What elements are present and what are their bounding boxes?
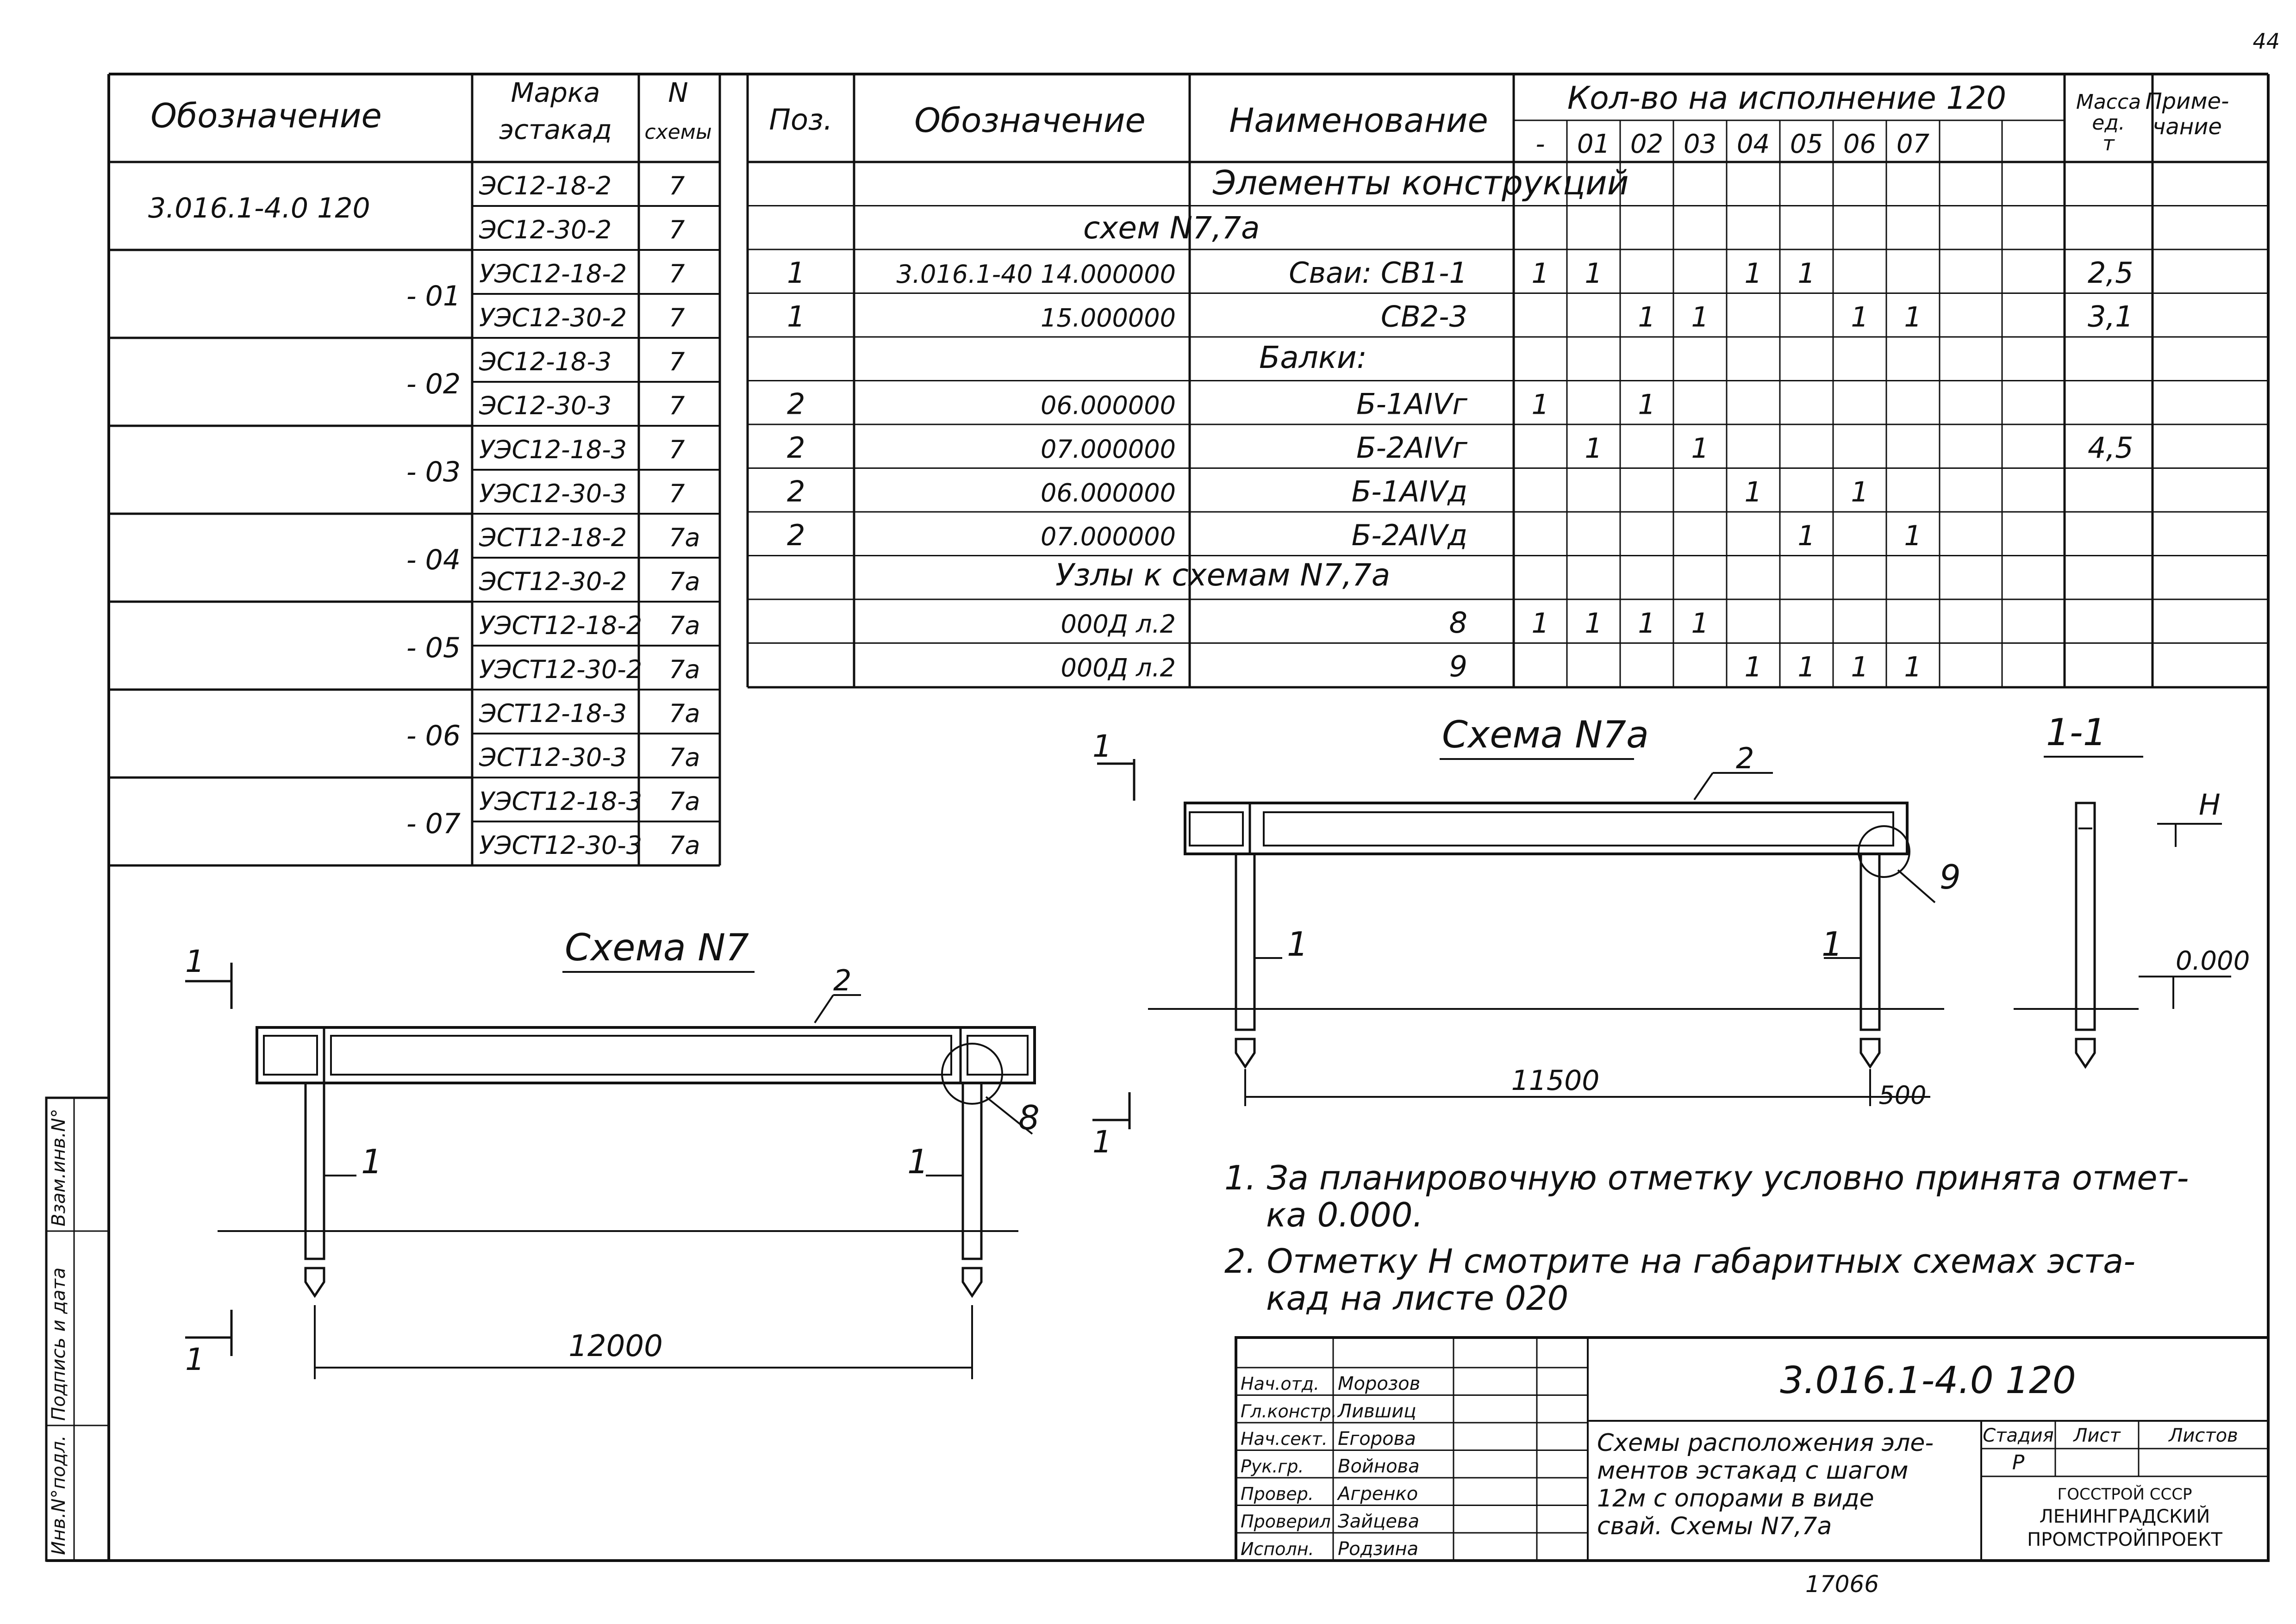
section-1-1-title: 1-1 [2046,711,2107,754]
st-item-qty: 1 [1904,520,1922,552]
st-item-code: 000Д л.2 [1061,610,1176,639]
tb-org-2: ЛЕНИНГРАДСКИЙ [2039,1506,2210,1527]
lt-group-code: - 07 [406,808,461,840]
lt-scheme-cell: 7 [669,479,685,508]
lt-scheme-cell: 7а [669,699,700,728]
lt-header-scheme: N [668,77,688,108]
st-item-qty: 1 [1531,257,1549,290]
scheme-7-node8: 8 [1018,1098,1040,1137]
note-line-1: 1. За планировочную отметку условно принята отмет- [1224,1158,2189,1197]
st-item-code: 15.000000 [1040,303,1176,333]
lt-mark-cell: ЭСТ12-30-2 [479,567,627,596]
lt-group-code: - 01 [406,280,461,312]
st-header-mass3: т [2103,132,2115,156]
scheme-7a-beam-label: 2 [1736,741,1754,775]
section-1-1-drawing [2014,711,2250,1067]
scheme-7a-pile-left: 1 [1287,925,1308,964]
note-line-2: ка 0.000. [1266,1195,1423,1234]
tb-org-3: ПРОМСТРОЙПРОЕКТ [2027,1529,2222,1550]
st-header-pos: Поз. [769,103,833,137]
st-item-pos: 2 [787,518,805,552]
st-section-beams: Балки: [1259,340,1367,375]
st-item-qty: 1 [1797,651,1816,684]
scheme-7-dim-12000: 12000 [568,1329,663,1363]
st-section-nodes: Узлы к схемам N7,7а [1055,557,1391,593]
scheme-7a-dim-500: 500 [1878,1081,1927,1110]
section-level-zero: 0.000 [2176,946,2250,976]
scheme-7a-node9: 9 [1940,858,1961,896]
tb-stage-value: Р [2012,1451,2025,1475]
st-item-qty: 1 [1744,651,1762,684]
left-table [109,74,720,865]
tb-title-2: ментов эстакад с шагом [1597,1457,1909,1485]
notes [1224,1158,2189,1318]
lt-scheme-cell: 7а [669,567,700,596]
lt-scheme-cell: 7 [669,215,685,244]
tb-role: Провер. [1241,1484,1314,1504]
lt-mark-cell: УЭС12-18-2 [479,259,627,288]
st-item-pos: 1 [787,299,805,334]
st-qty-col-header: 04 [1736,129,1770,159]
scheme-7a-pile-right: 1 [1822,925,1843,964]
lt-header-mark2: эстакад [499,114,612,145]
st-qty-col-header: 05 [1790,129,1823,159]
tb-role: Рук.гр. [1241,1456,1304,1477]
tb-title-4: свай. Схемы N7,7а [1597,1512,1832,1540]
lt-group-code: - 05 [406,632,461,664]
lt-scheme-cell: 7 [669,391,685,420]
st-item-mass: 4,5 [2088,431,2134,465]
tb-org-1: ГОССТРОЙ СССР [2057,1485,2192,1504]
strip-vzam-label: Взам.инв.N° [48,1108,69,1226]
lt-scheme-cell: 7а [669,523,700,552]
st-item-qty: 1 [1585,607,1603,640]
st-item-qty: 1 [1691,301,1709,334]
scheme-7a-cut-top: 1 [1092,728,1112,764]
lt-scheme-cell: 7 [669,435,685,464]
lt-mark-cell: ЭС12-18-2 [479,171,612,200]
note-line-3: 2. Отметку Н смотрите на габаритных схемах эста- [1224,1242,2136,1281]
st-item-pos: 2 [787,387,805,421]
lt-scheme-cell: 7 [669,347,685,376]
spec-table [748,74,2268,687]
st-item-name: Б-1АIVд [1351,474,1467,509]
scheme-7-cut-top: 1 [185,944,205,979]
st-item-name: Б-2АIVд [1351,518,1467,552]
st-item-qty: 1 [1531,607,1549,640]
lt-mark-cell: ЭСТ12-18-3 [479,699,627,728]
lt-group-code: - 03 [406,456,461,488]
st-item-qty: 1 [1744,257,1762,290]
st-item-code: 07.000000 [1040,435,1176,464]
st-item-mass: 2,5 [2088,256,2134,290]
lt-scheme-cell: 7 [669,303,685,332]
st-item-code: 000Д л.2 [1061,653,1176,683]
tb-title-3: 12м с опорами в виде [1597,1485,1874,1512]
lt-scheme-cell: 7а [669,831,700,860]
st-item-qty: 1 [1585,432,1603,465]
tb-designation: 3.016.1-4.0 120 [1780,1359,2076,1402]
lt-scheme-cell: 7а [669,611,700,640]
st-item-name: Б-2АIVг [1356,431,1467,465]
tb-name: Зайцева [1338,1511,1420,1532]
scheme-7a-drawing [1092,713,1961,1160]
st-qty-col-header: 03 [1683,129,1717,159]
st-item-pos: 1 [787,256,805,290]
lt-mark-cell: УЭС12-30-2 [479,303,627,332]
st-qty-col-header: 06 [1843,129,1877,159]
lt-mark-cell: УЭСТ12-30-3 [479,831,643,860]
st-item-qty: 1 [1904,651,1922,684]
st-header-note: Приме- [2145,88,2229,114]
strip-inv-label: Инв.N°подл. [48,1435,69,1555]
tb-stage-label: Стадия [1983,1425,2054,1446]
st-item-pos: 2 [787,431,805,465]
strip-sign-label: Подпись и дата [48,1267,69,1421]
scheme-7-pile-left: 1 [361,1142,382,1181]
st-item-qty: 1 [1851,301,1869,334]
st-header-note2: чание [2152,114,2222,140]
st-header-qty: Кол-во на исполнение 120 [1567,80,2007,117]
lt-scheme-cell: 7 [669,259,685,288]
st-item-code: 3.016.1-40 14.000000 [896,260,1176,289]
tb-role: Исполн. [1241,1539,1314,1559]
st-item-qty: 1 [1638,607,1656,640]
st-item-code: 07.000000 [1040,522,1176,551]
tb-name: Агренко [1338,1483,1418,1505]
st-item-qty: 1 [1797,257,1816,290]
lt-mark-cell: ЭС12-30-2 [479,215,612,244]
lt-group-code: - 04 [406,544,461,576]
lt-mark-cell: ЭС12-18-3 [479,347,612,376]
title-block [1236,1338,2268,1598]
st-section-schemes: схем N7,7а [1083,210,1260,246]
scheme-7a-title: Схема N7а [1442,713,1649,756]
scheme-7-beam-label: 2 [833,964,852,997]
scheme-7a-cut-bottom: 1 [1092,1124,1112,1160]
st-header-mass2: ед. [2092,111,2125,135]
lt-mark-cell: УЭС12-30-3 [479,479,627,508]
st-item-name: Сваи: СВ1-1 [1289,256,1467,290]
tb-name: Егорова [1338,1428,1416,1450]
lt-header-code: Обозначение [150,96,382,135]
tb-role: Нач.сект. [1241,1429,1328,1449]
st-item-mass: 3,1 [2088,299,2134,334]
lt-mark-cell: УЭСТ12-18-2 [479,611,643,640]
lt-mark-cell: ЭСТ12-30-3 [479,743,627,772]
st-item-qty: 1 [1638,388,1656,421]
lt-mark-cell: ЭСТ12-18-2 [479,523,627,552]
st-item-qty: 1 [1585,257,1603,290]
tb-name: Морозов [1338,1373,1421,1394]
st-section-elements: Элементы конструкций [1213,163,1629,202]
st-header-name: Наименование [1229,101,1488,140]
st-item-qty: 1 [1797,520,1816,552]
st-item-qty: 1 [1638,301,1656,334]
tb-title-1: Схемы расположения эле- [1597,1429,1934,1457]
tb-sheet-label: Лист [2073,1425,2121,1446]
lt-scheme-cell: 7а [669,787,700,816]
tb-sheets-label: Листов [2169,1425,2238,1446]
tb-name: Войнова [1338,1456,1420,1477]
scheme-7-cut-bottom: 1 [185,1342,205,1377]
left-stamp-strip [46,1098,109,1561]
st-header-mass: Масса [2076,90,2141,114]
st-item-name: СВ2-3 [1380,299,1467,334]
lt-mark-cell: УЭСТ12-18-3 [479,787,643,816]
tb-role: Нач.отд. [1241,1374,1320,1394]
st-item-pos: 2 [787,474,805,509]
st-item-qty: 1 [1851,651,1869,684]
tb-bottom-number: 17066 [1805,1571,1879,1598]
st-item-code: 06.000000 [1040,478,1176,508]
tb-role: Проверил [1241,1511,1331,1532]
lt-mark-cell: УЭС12-18-3 [479,435,627,464]
lt-mark-cell: ЭС12-30-3 [479,391,612,420]
lt-mark-cell: УЭСТ12-30-2 [479,655,643,684]
lt-scheme-cell: 7а [669,655,700,684]
lt-header-scheme2: схемы [644,120,712,144]
tb-name: Лившиц [1338,1400,1416,1422]
st-qty-col-header: 02 [1630,129,1664,159]
scheme-7-drawing [185,926,1040,1379]
st-item-qty: 1 [1691,432,1709,465]
st-qty-col-header: - [1535,129,1545,159]
note-line-4: кад на листе 020 [1266,1279,1569,1318]
lt-scheme-cell: 7а [669,743,700,772]
lt-group-code: 3.016.1-4.0 120 [148,192,370,224]
tb-name: Родзина [1338,1538,1419,1560]
st-item-name: 8 [1449,606,1467,640]
st-qty-col-header: 07 [1896,129,1930,159]
st-header-code: Обозначение [914,101,1146,140]
st-item-name: Б-1АIVг [1356,387,1467,421]
st-item-name: 9 [1449,649,1467,684]
st-qty-col-header: 01 [1577,129,1610,159]
st-item-code: 06.000000 [1040,391,1176,420]
lt-scheme-cell: 7 [669,171,685,200]
page-number: 44 [2252,29,2280,54]
st-item-qty: 1 [1851,476,1869,509]
st-item-qty: 1 [1904,301,1922,334]
section-level-h: Н [2199,788,2221,821]
scheme-7-pile-right: 1 [907,1142,929,1181]
lt-header-mark: Марка [511,77,600,108]
st-item-qty: 1 [1744,476,1762,509]
tb-role: Гл.констр. [1241,1401,1337,1422]
scheme-7-title: Схема N7 [565,926,749,969]
lt-group-code: - 02 [406,368,461,400]
st-item-qty: 1 [1691,607,1709,640]
scheme-7a-dim-11500: 11500 [1511,1064,1600,1097]
st-item-qty: 1 [1531,388,1549,421]
lt-group-code: - 06 [406,720,461,752]
